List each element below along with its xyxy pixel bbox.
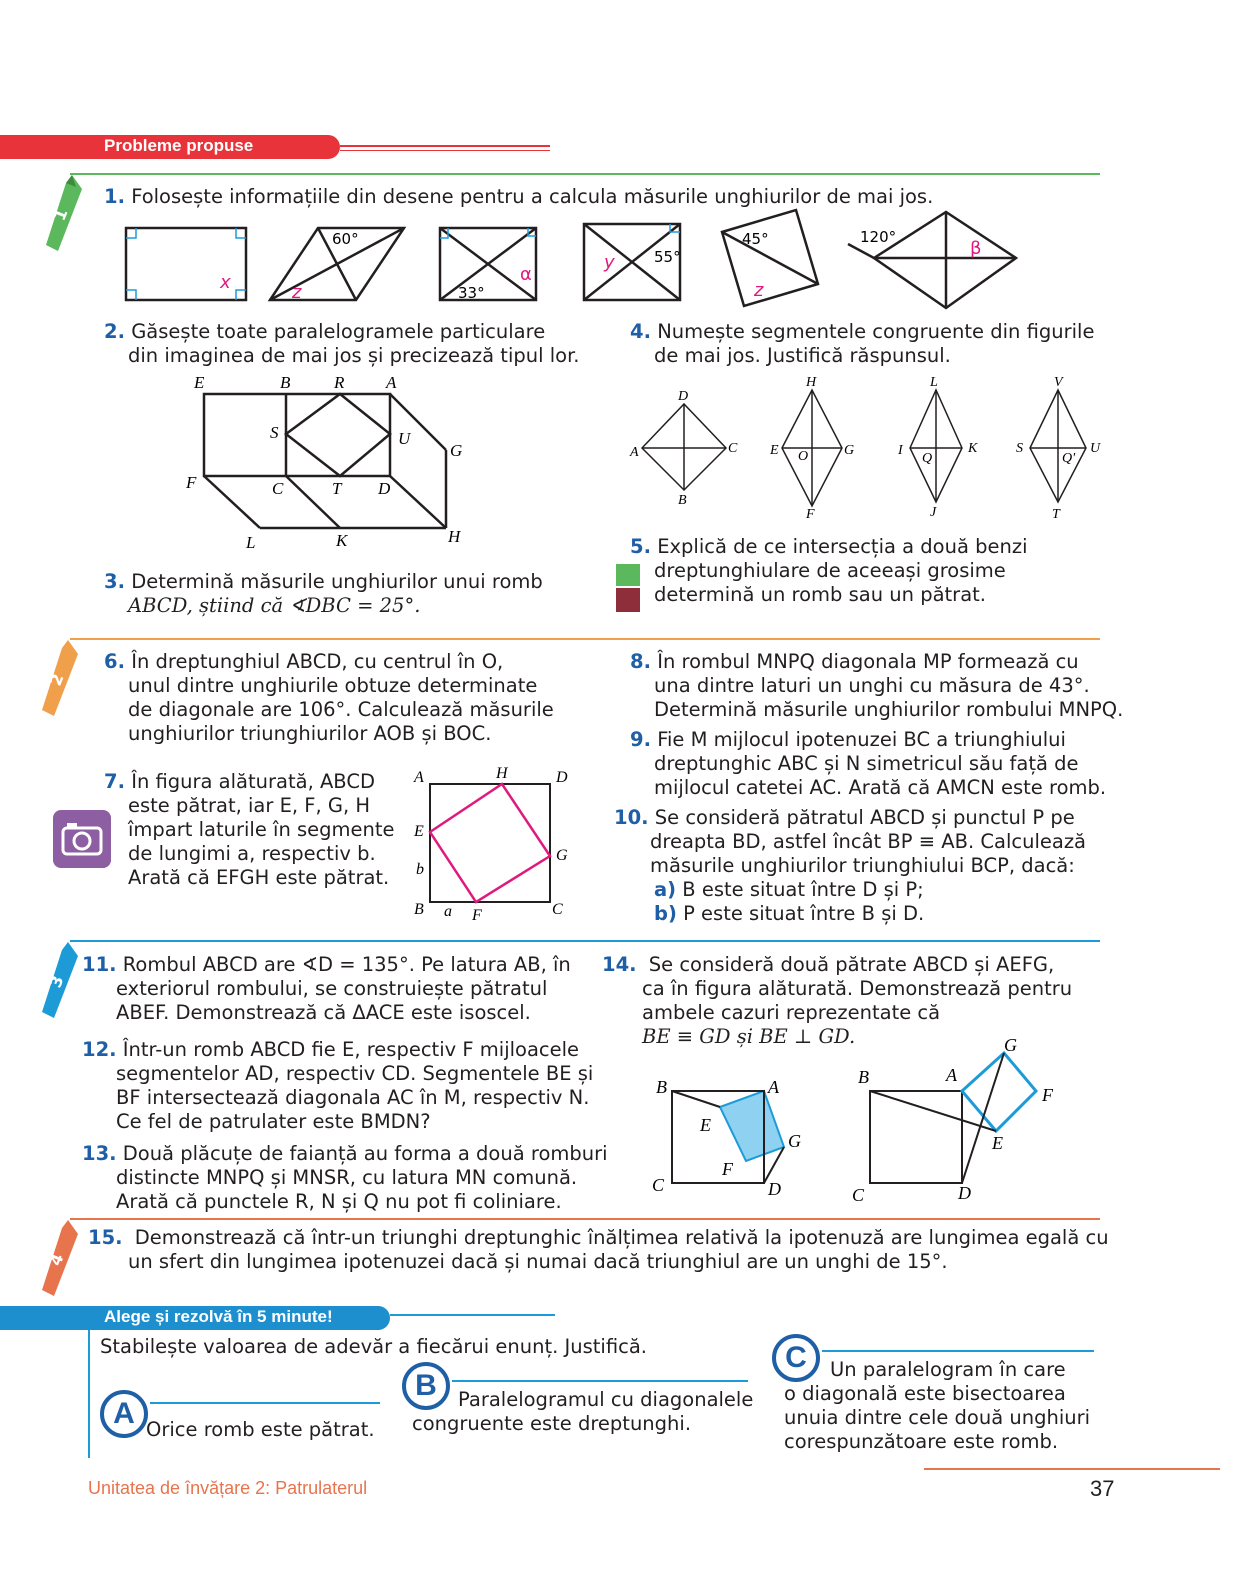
problem-10-a-text: B este situat între D și P; bbox=[682, 878, 924, 901]
problem-10 bbox=[614, 806, 1086, 926]
crayon-level-4-icon bbox=[40, 1220, 80, 1300]
svg-text:D: D bbox=[678, 389, 689, 404]
problem-5 bbox=[630, 535, 1028, 607]
header-rule-thin bbox=[340, 150, 550, 151]
problem-10-a-label: a) bbox=[654, 878, 677, 901]
svg-text:D: D bbox=[556, 769, 568, 786]
problem-3 bbox=[104, 570, 543, 618]
svg-text:K: K bbox=[336, 531, 348, 550]
crayon-level-1-icon bbox=[44, 175, 84, 255]
svg-text:B: B bbox=[656, 1077, 667, 1097]
problem-9-line-2: dreptunghic ABC și N simetricul său față de bbox=[654, 752, 1079, 775]
svg-text:G: G bbox=[844, 443, 855, 458]
problem-2-line-2: din imaginea de mai jos și precizează tipul lor. bbox=[128, 344, 580, 367]
svg-text:D: D bbox=[768, 1179, 781, 1199]
svg-text:y: y bbox=[604, 252, 615, 273]
problem-6-line-2: unul dintre unghiurile obtuze determinate bbox=[128, 674, 538, 697]
problem-5-line-1: Explică de ce intersecția a două benzi bbox=[657, 535, 1028, 558]
svg-text:F: F bbox=[722, 1159, 733, 1179]
problem-14-figure-1 bbox=[650, 1075, 830, 1215]
problem-6-line-3: de diagonale are 106°. Calculează măsurile bbox=[128, 698, 554, 721]
svg-text:E: E bbox=[992, 1133, 1003, 1153]
svg-text:F: F bbox=[806, 507, 815, 522]
problem-11-line-3: ABEF. Demonstrează că ΔACE este isoscel. bbox=[116, 1001, 531, 1024]
quick-rule bbox=[390, 1314, 555, 1316]
svg-text:β: β bbox=[970, 238, 982, 259]
puzzle-icon bbox=[612, 560, 648, 616]
svg-text:G: G bbox=[1004, 1035, 1017, 1055]
svg-text:4: 4 bbox=[45, 1250, 68, 1269]
problem-9-number: 9. bbox=[630, 728, 651, 751]
svg-text:A: A bbox=[386, 373, 397, 392]
svg-text:3: 3 bbox=[45, 972, 68, 991]
problem-15-line-2: un sfert din lungimea ipotenuzei dacă și numai dacă triunghiul are un unghi de 15°. bbox=[128, 1250, 948, 1273]
problem-14-number: 14. bbox=[602, 953, 637, 976]
problem-5-line-2: dreptunghiulare de aceeași grosime bbox=[654, 559, 1006, 582]
quick-intro: Stabilește valoarea de adevăr a fiecărui enunț. Justifică. bbox=[100, 1335, 647, 1358]
problem-4-figures bbox=[630, 375, 1110, 522]
svg-text:45°: 45° bbox=[742, 230, 769, 248]
problem-13-line-2: distincte MNPQ și MNSR, cu latura MN comună. bbox=[116, 1166, 578, 1189]
problem-9-line-3: mijlocul catetei AC. Arată că AMCN este romb. bbox=[654, 776, 1107, 799]
svg-text:2: 2 bbox=[45, 670, 68, 689]
svg-text:Q': Q' bbox=[1062, 451, 1076, 466]
page-number: 37 bbox=[1090, 1476, 1115, 1501]
svg-text:E: E bbox=[194, 373, 205, 392]
svg-text:B: B bbox=[858, 1067, 869, 1087]
svg-text:120°: 120° bbox=[860, 228, 897, 246]
svg-text:F: F bbox=[1042, 1085, 1053, 1105]
problem-7-number: 7. bbox=[104, 770, 125, 793]
problem-12 bbox=[82, 1038, 593, 1134]
crayon-level-3-icon bbox=[40, 942, 80, 1022]
problem-12-line-1: Într-un romb ABCD fie E, respectiv F mijloacele bbox=[122, 1038, 580, 1061]
crayon-level-2-icon bbox=[40, 640, 80, 720]
problem-7-line-5: Arată că EFGH este pătrat. bbox=[128, 866, 390, 889]
problem-7-line-3: împart laturile în segmente bbox=[128, 818, 395, 841]
problem-14-line-2: ca în figura alăturată. Demonstrează pentru bbox=[642, 977, 1073, 1000]
problem-14-line-4: BE ≡ GD și BE ⊥ GD. bbox=[642, 1025, 856, 1048]
problem-5-number: 5. bbox=[630, 535, 651, 558]
svg-text:A: A bbox=[768, 1077, 779, 1097]
problem-4 bbox=[630, 320, 1094, 368]
problem-2-number: 2. bbox=[104, 320, 125, 343]
problem-10-line-2: dreapta BD, astfel încât BP ≡ AB. Calculează bbox=[650, 830, 1086, 853]
svg-text:G: G bbox=[450, 441, 463, 460]
svg-text:F: F bbox=[186, 473, 197, 492]
problem-3-number: 3. bbox=[104, 570, 125, 593]
section-title: Probleme propuse bbox=[104, 136, 254, 155]
svg-text:L: L bbox=[246, 533, 256, 552]
svg-text:S: S bbox=[270, 423, 279, 442]
svg-text:α: α bbox=[520, 264, 532, 285]
svg-text:G: G bbox=[788, 1131, 801, 1151]
problem-11 bbox=[82, 953, 571, 1025]
problem-12-line-2: segmentelor AD, respectiv CD. Segmentele BE și bbox=[116, 1062, 594, 1085]
svg-text:R: R bbox=[334, 373, 345, 392]
level-3-rule bbox=[70, 940, 1100, 942]
svg-text:z: z bbox=[754, 280, 764, 301]
problem-14-line-1: Se consideră două pătrate ABCD și AEFG, bbox=[648, 953, 1055, 976]
badge-c-rule bbox=[822, 1350, 1094, 1352]
problem-5-line-3: determină un romb sau un pătrat. bbox=[654, 583, 986, 606]
problem-2-figure bbox=[186, 372, 490, 552]
svg-text:33°: 33° bbox=[458, 284, 485, 302]
svg-text:E: E bbox=[770, 443, 779, 458]
problem-6-line-4: unghiurilor triunghiurilor AOB și BOC. bbox=[128, 722, 492, 745]
svg-text:B: B bbox=[678, 493, 687, 508]
problem-14-line-3: ambele cazuri reprezentate că bbox=[642, 1001, 941, 1024]
problem-4-line-2: de mai jos. Justifică răspunsul. bbox=[654, 344, 951, 367]
svg-text:60°: 60° bbox=[332, 230, 359, 248]
svg-text:B: B bbox=[280, 373, 291, 392]
problem-8-line-2: una dintre laturi un unghi cu măsura de 43°. bbox=[654, 674, 1090, 697]
problem-9 bbox=[630, 728, 1106, 800]
quick-section-title: Alege și rezolvă în 5 minute! bbox=[104, 1307, 333, 1326]
svg-text:E: E bbox=[414, 823, 424, 840]
svg-text:C: C bbox=[852, 1185, 865, 1205]
svg-text:B: B bbox=[414, 901, 424, 918]
problem-13-line-3: Arată că punctele R, N și Q nu pot fi coliniare. bbox=[116, 1190, 562, 1213]
problem-8-line-1: În rombul MNPQ diagonala MP formează cu bbox=[657, 650, 1079, 673]
problem-10-number: 10. bbox=[614, 806, 649, 829]
svg-text:S: S bbox=[1016, 441, 1023, 456]
svg-text:I: I bbox=[898, 443, 903, 458]
problem-12-number: 12. bbox=[82, 1038, 117, 1061]
svg-text:E: E bbox=[700, 1115, 711, 1135]
svg-text:Q: Q bbox=[922, 451, 933, 466]
problem-7-line-4: de lungimi a, respectiv b. bbox=[128, 842, 376, 865]
svg-text:D: D bbox=[958, 1183, 971, 1203]
problem-1-figures bbox=[120, 210, 1020, 310]
svg-text:A: A bbox=[946, 1065, 957, 1085]
problem-13 bbox=[82, 1142, 608, 1214]
badge-b: B bbox=[402, 1362, 450, 1410]
svg-text:C: C bbox=[272, 479, 284, 498]
problem-10-line-1: Se consideră pătratul ABCD și punctul P pe bbox=[654, 806, 1075, 829]
problem-10-b-label: b) bbox=[654, 902, 677, 925]
problem-8 bbox=[630, 650, 1123, 722]
statement-b-line-2: congruente este dreptunghi. bbox=[412, 1412, 692, 1435]
problem-15-number: 15. bbox=[88, 1226, 123, 1249]
problem-11-line-1: Rombul ABCD are ∢D = 135°. Pe latura AB, în bbox=[122, 953, 571, 976]
problem-10-b-text: P este situat între B și D. bbox=[683, 902, 925, 925]
problem-4-number: 4. bbox=[630, 320, 651, 343]
level-4-rule bbox=[70, 1218, 1100, 1220]
problem-3-line-2: ABCD, știind că ∢DBC = 25°. bbox=[128, 594, 421, 617]
level-1-rule bbox=[70, 173, 1100, 175]
problem-2 bbox=[104, 320, 580, 368]
svg-text:L: L bbox=[930, 375, 938, 390]
statement-c-line-4: corespunzătoare este romb. bbox=[784, 1430, 1059, 1453]
problem-8-number: 8. bbox=[630, 650, 651, 673]
problem-1-number: 1. bbox=[104, 185, 125, 208]
badge-b-rule bbox=[452, 1380, 748, 1382]
badge-a-rule bbox=[150, 1402, 380, 1404]
quick-left-border bbox=[88, 1330, 90, 1458]
problem-12-line-4: Ce fel de patrulater este BMDN? bbox=[116, 1110, 431, 1133]
svg-text:55°: 55° bbox=[654, 248, 681, 266]
problem-2-line-1: Găsește toate paralelogramele particulare bbox=[131, 320, 546, 343]
svg-text:z: z bbox=[292, 282, 302, 303]
problem-15-line-1: Demonstrează că într-un triunghi dreptunghic înălțimea relativă la ipotenuză are lungimea egală cu bbox=[134, 1226, 1109, 1249]
problem-6-number: 6. bbox=[104, 650, 125, 673]
problem-1-text: Folosește informațiile din desene pentru a calcula măsurile unghiurilor de mai jos. bbox=[131, 185, 934, 208]
level-2-rule bbox=[70, 638, 1100, 640]
problem-11-number: 11. bbox=[82, 953, 117, 976]
svg-text:J: J bbox=[930, 505, 937, 520]
quick-section-header bbox=[0, 1306, 390, 1330]
problem-10-line-3: măsurile unghiurilor triunghiului BCP, dacă: bbox=[650, 854, 1075, 877]
svg-text:V: V bbox=[1054, 375, 1063, 390]
footer-rule bbox=[924, 1468, 1220, 1470]
footer-unit: Unitatea de învățare 2: Patrulaterul bbox=[88, 1478, 368, 1498]
svg-text:x: x bbox=[220, 272, 231, 293]
section-header bbox=[0, 135, 340, 159]
problem-7-figure bbox=[410, 765, 580, 924]
svg-text:A: A bbox=[630, 445, 639, 460]
problem-15 bbox=[88, 1226, 1109, 1274]
problem-9-line-1: Fie M mijlocul ipotenuzei BC a triunghiului bbox=[657, 728, 1066, 751]
statement-b-line-1: Paralelogramul cu diagonalele bbox=[458, 1388, 754, 1411]
problem-6 bbox=[104, 650, 554, 746]
statement-c-line-3: unuia dintre cele două unghiuri bbox=[784, 1406, 1091, 1429]
badge-a: A bbox=[100, 1390, 148, 1438]
svg-text:H: H bbox=[806, 375, 817, 390]
statement-a: Orice romb este pătrat. bbox=[146, 1418, 375, 1441]
svg-text:T: T bbox=[332, 479, 342, 498]
svg-text:b: b bbox=[416, 861, 424, 878]
problem-1 bbox=[104, 185, 933, 209]
svg-text:C: C bbox=[552, 901, 563, 918]
problem-7 bbox=[104, 770, 395, 890]
svg-text:H: H bbox=[496, 765, 508, 782]
svg-text:C: C bbox=[728, 441, 738, 456]
problem-8-line-3: Determină măsurile unghiurilor rombului MNPQ. bbox=[654, 698, 1124, 721]
svg-text:K: K bbox=[968, 441, 978, 456]
statement-c-line-1: Un paralelogram în care bbox=[830, 1358, 1066, 1381]
problem-7-line-2: este pătrat, iar E, F, G, H bbox=[128, 794, 371, 817]
svg-text:T: T bbox=[1052, 507, 1060, 522]
svg-text:C: C bbox=[652, 1175, 665, 1195]
svg-text:D: D bbox=[378, 479, 391, 498]
svg-text:U: U bbox=[398, 429, 411, 448]
problem-11-line-2: exteriorul rombului, se construiește pătratul bbox=[116, 977, 548, 1000]
problem-14-figure-2 bbox=[850, 1035, 1070, 1205]
svg-text:a: a bbox=[444, 903, 452, 920]
problem-7-line-1: În figura alăturată, ABCD bbox=[131, 770, 375, 793]
statement-c bbox=[784, 1358, 1090, 1454]
badge-c: C bbox=[772, 1334, 820, 1382]
problem-6-line-1: În dreptunghiul ABCD, cu centrul în O, bbox=[131, 650, 504, 673]
statement-b bbox=[412, 1388, 753, 1436]
problem-4-line-1: Numește segmentele congruente din figurile bbox=[657, 320, 1095, 343]
svg-text:1: 1 bbox=[49, 205, 72, 224]
svg-text:O: O bbox=[798, 449, 809, 464]
svg-text:A: A bbox=[414, 769, 424, 786]
problem-13-line-1: Două plăcuțe de faianță au forma a două romburi bbox=[122, 1142, 608, 1165]
header-rule bbox=[340, 145, 550, 147]
svg-text:F: F bbox=[472, 907, 482, 924]
statement-c-line-2: o diagonală este bisectoarea bbox=[784, 1382, 1066, 1405]
problem-12-line-3: BF intersectează diagonala AC în M, respectiv N. bbox=[116, 1086, 590, 1109]
problem-13-number: 13. bbox=[82, 1142, 117, 1165]
camera-icon bbox=[53, 810, 111, 868]
svg-text:U: U bbox=[1090, 441, 1101, 456]
problem-3-line-1: Determină măsurile unghiurilor unui romb bbox=[131, 570, 543, 593]
svg-text:G: G bbox=[556, 847, 568, 864]
svg-text:H: H bbox=[448, 527, 461, 546]
